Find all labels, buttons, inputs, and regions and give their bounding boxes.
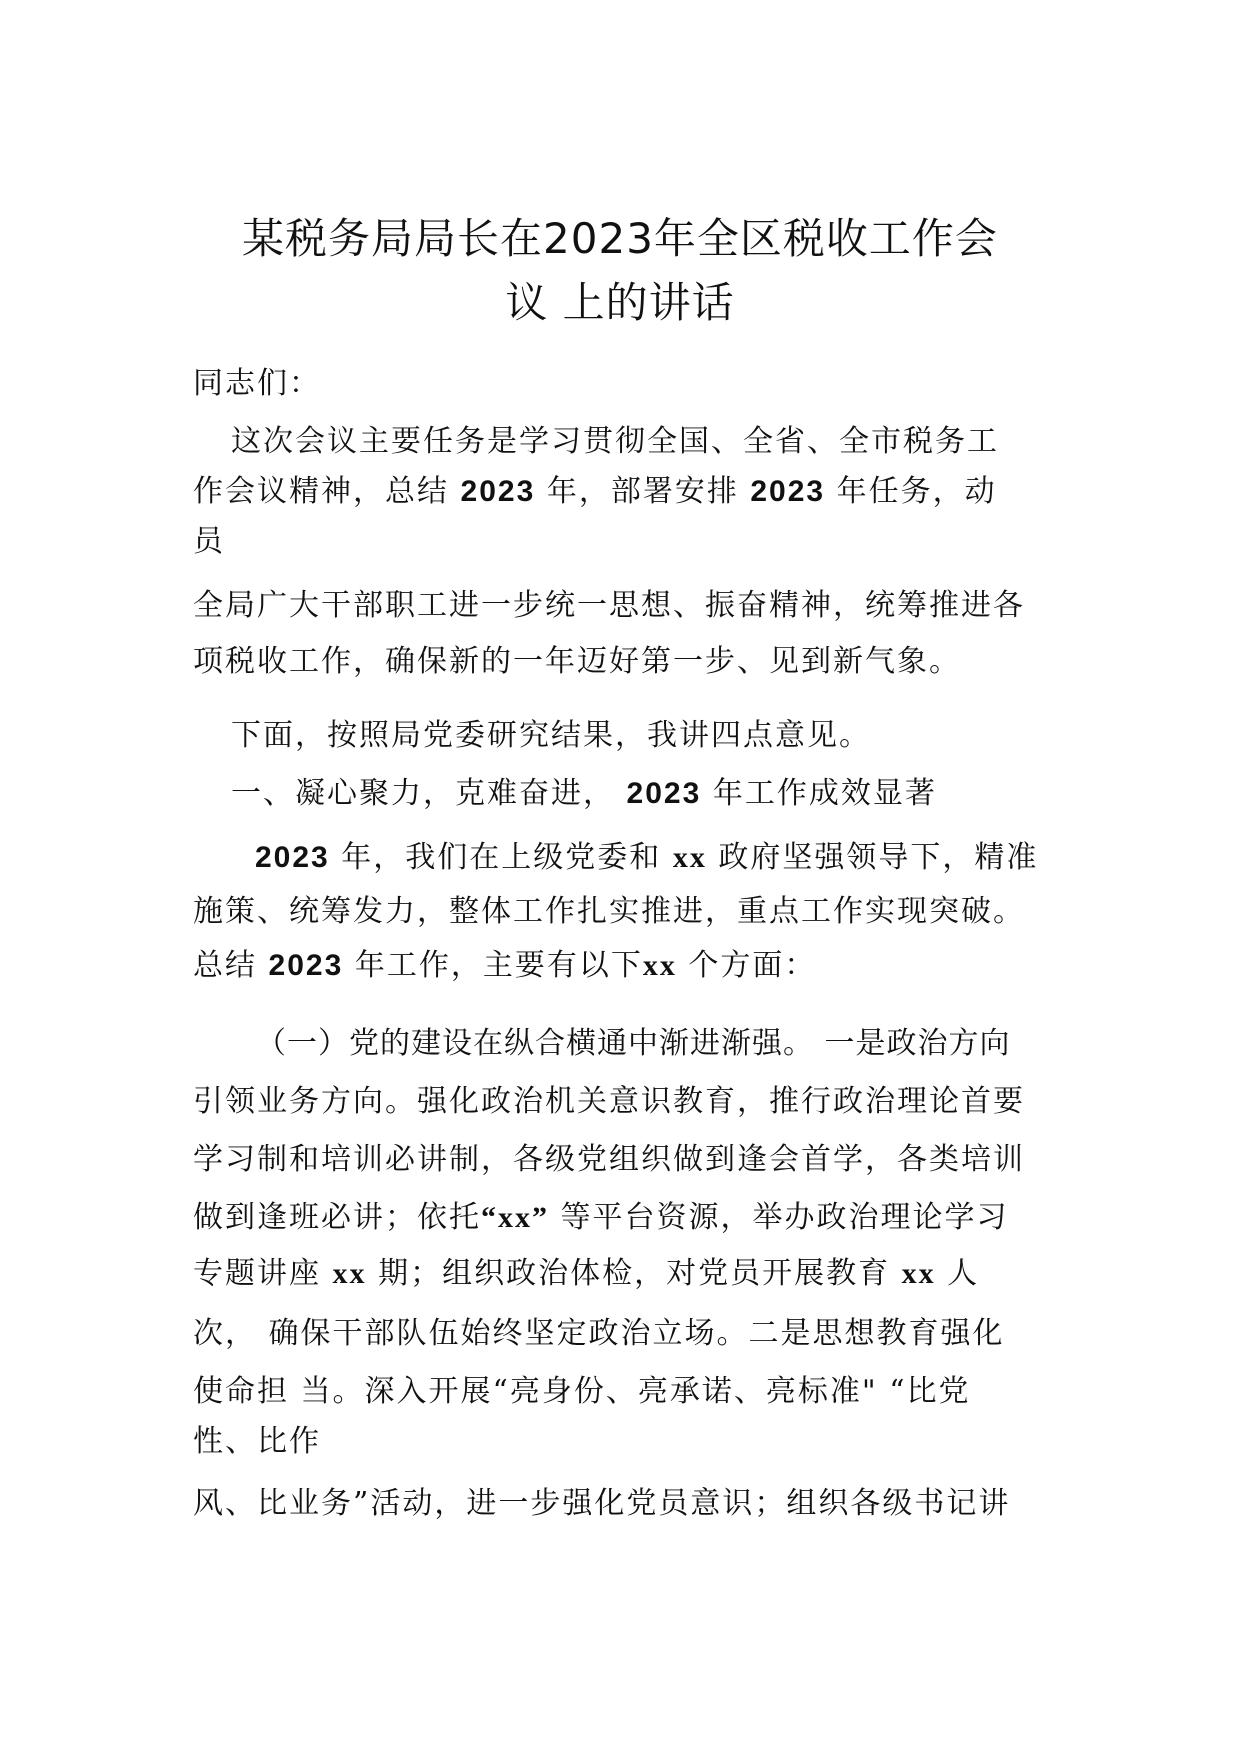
paragraph-1-line-3: 员 xyxy=(193,524,225,559)
placeholder-xx: xx xyxy=(672,841,707,874)
paragraph-4-line-6: 次， 确保干部队伍始终坚定政治立场。二是思想教育强化 xyxy=(193,1316,1005,1351)
text-run: 政府坚强领导下，精准 xyxy=(706,840,1039,875)
document-title-line-1: 某税务局局长在2023年全区税收工作会 xyxy=(242,214,998,263)
paragraph-4-line-7: 使命担 当。深入开展“亮身份、亮承诺、亮标准" “比党 xyxy=(193,1374,971,1409)
text-run: 年，我们在上级党委和 xyxy=(329,840,673,875)
salutation: 同志们： xyxy=(193,366,321,401)
paragraph-2: 下面，按照局党委研究结果，我讲四点意见。 xyxy=(231,718,871,753)
text-run: 等平台资源，举办政治理论学习 xyxy=(549,1200,1009,1235)
text-run: 作会议精神，总结 xyxy=(193,474,461,509)
text-run: 期；组织政治体检，对党员开展教育 xyxy=(366,1256,902,1291)
paragraph-3-line-3 xyxy=(193,948,816,984)
section-heading-1 xyxy=(231,776,937,812)
paragraph-4-line-8: 性、比作 xyxy=(193,1424,321,1459)
text-run: 做到逢班必讲；依托 xyxy=(193,1200,481,1235)
text-run: 年任务，动 xyxy=(825,474,997,509)
paragraph-1-line-1: 这次会议主要任务是学习贯彻全国、全省、全市税务工 xyxy=(231,424,999,459)
placeholder-xx: xx xyxy=(332,1257,367,1290)
text-run: 人 xyxy=(935,1256,980,1291)
paragraph-1-line-5: 项税收工作，确保新的一年迈好第一步、见到新气象。 xyxy=(193,644,961,679)
year-number: 2023 xyxy=(626,777,702,810)
document-title-line-2: 议 上的讲话 xyxy=(505,278,735,327)
paragraph-1-line-4: 全局广大干部职工进一步统一思想、振奋精神，统筹推进各 xyxy=(193,588,1025,623)
paragraph-4-line-9: 风、比业务”活动，进一步强化党员意识；组织各级书记讲 xyxy=(193,1486,1011,1521)
paragraph-3-line-2: 施策、统筹发力，整体工作扎实推进，重点工作实现突破。 xyxy=(193,894,1025,929)
year-number: 2023 xyxy=(255,841,330,874)
paragraph-4-line-5 xyxy=(193,1256,979,1292)
year-number: 2023 xyxy=(750,475,826,508)
text-run: 专题讲座 xyxy=(193,1256,333,1291)
year-number: 2023 xyxy=(268,949,344,982)
text-run: 总结 xyxy=(193,948,269,983)
paragraph-4-line-2: 引领业务方向。强化政治机关意识教育，推行政治理论首要 xyxy=(193,1084,1025,1119)
paragraph-4-line-3: 学习制和培训必讲制，各级党组织做到逢会首学，各类培训 xyxy=(193,1142,1025,1177)
year-number: 2023 xyxy=(460,475,536,508)
text-run: 个方面： xyxy=(676,948,817,983)
placeholder-xx: “xx” xyxy=(481,1201,549,1234)
paragraph-4-line-4 xyxy=(193,1200,1009,1236)
text-run: 年，部署安排 xyxy=(535,474,751,509)
paragraph-3-line-1 xyxy=(255,840,1038,876)
paragraph-1-line-2 xyxy=(193,474,997,510)
text-run: 年工作成效显著 xyxy=(701,776,937,811)
text-run: 一、凝心聚力，克难奋进， xyxy=(231,776,627,811)
paragraph-4-line-1: （一）党的建设在纵合横通中渐进渐强。 一是政治方向 xyxy=(256,1026,1011,1061)
placeholder-xx: xx xyxy=(901,1257,936,1290)
placeholder-xx: xx xyxy=(642,949,677,982)
text-run: 年工作，主要有以下 xyxy=(343,948,643,983)
